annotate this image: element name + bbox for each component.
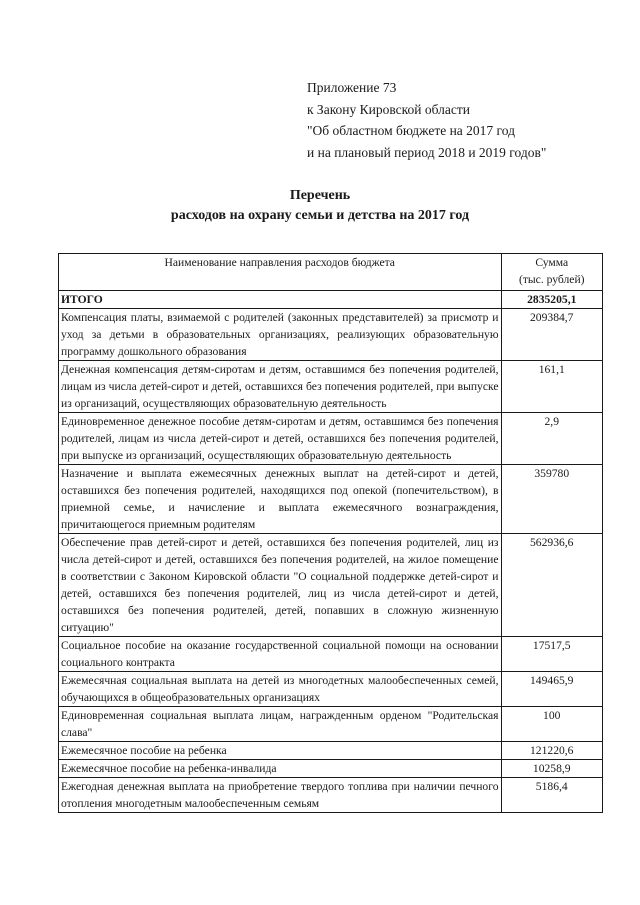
expense-sum: 5186,4 xyxy=(501,778,603,813)
table-row xyxy=(59,707,603,742)
expense-name: Назначение и выплата ежемесячных денежных выплат на детей-сирот и детей, оставшихся без попечения родителей, находящихся под опекой (попечительством), в приемной семье, и начисление и выплата ежемесячного вознаграждения, причитающегося приемным родителям xyxy=(59,465,502,534)
expense-sum: 161,1 xyxy=(501,361,603,413)
table-row xyxy=(59,760,603,778)
expenses-table xyxy=(58,253,603,813)
table-row xyxy=(59,534,603,637)
expense-name: Ежемесячное пособие на ребенка xyxy=(59,742,502,760)
annex-law-title-cont: и на плановый период 2018 и 2019 годов" xyxy=(307,144,547,160)
expense-sum: 359780 xyxy=(501,465,603,534)
table-row xyxy=(59,637,603,672)
annex-block xyxy=(307,77,546,163)
header-name-cell: Наименование направления расходов бюджета xyxy=(59,254,502,291)
document-title: Перечень xyxy=(289,188,351,203)
header-sum-cell xyxy=(501,254,603,291)
expense-name: Единовременное денежное пособие детям-сиротам и детям, оставшимся без попечения родителей, лицам из числа детей-сирот и детей, оставшихся без попечения родителей, при выпуске из организаций, осуществляющих образовательную деятельность xyxy=(59,413,502,465)
document-subtitle: расходов на охрану семьи и детства на 2017 год xyxy=(170,208,470,223)
table-row xyxy=(59,778,603,813)
expense-name: Ежемесячная социальная выплата на детей из многодетных малообеспеченных семей, обучающихся в общеобразовательных организациях xyxy=(59,672,502,707)
expense-name: Социальное пособие на оказание государственной социальной помощи на основании социального контракта xyxy=(59,637,502,672)
annex-number: Приложение 73 xyxy=(307,80,397,95)
table-row xyxy=(59,742,603,760)
table-row xyxy=(59,672,603,707)
expense-sum: 2,9 xyxy=(501,413,603,465)
total-label: ИТОГО xyxy=(59,291,502,309)
expense-sum: 17517,5 xyxy=(501,637,603,672)
table-row xyxy=(59,413,603,465)
header-sum-unit: (тыс. рублей) xyxy=(518,273,585,286)
expense-name: Обеспечение прав детей-сирот и детей, оставшихся без попечения родителей, лиц из числа детей-сирот и детей, оставшихся без попечения родителей, на жилое помещение в соответствии с Законом Кировской области "О социальной поддержке детей-сирот и детей, оставшихся без попечения родителей, лиц из числа детей-сирот и детей, оставшихся без попечения родителей, детей, попавших в сложную жизненную ситуацию" xyxy=(59,534,502,637)
expense-name: Денежная компенсация детям-сиротам и детям, оставшимся без попечения родителей, лицам из числа детей-сирот и детей, оставшихся без попечения родителей, при выпуске из организаций, осуществляющих образовательную деятельность xyxy=(59,361,502,413)
table-row xyxy=(59,465,603,534)
expense-name: Компенсация платы, взимаемой с родителей (законных представителей) за присмотр и уход за детьми в образовательных организациях, реализующих образовательную программу дошкольного образования xyxy=(59,309,502,361)
expense-sum: 100 xyxy=(501,707,603,742)
annex-law-title: "Об областном бюджете на 2017 год xyxy=(307,123,515,138)
expense-sum: 562936,6 xyxy=(501,534,603,637)
header-sum-label: Сумма xyxy=(535,256,569,269)
expense-sum: 121220,6 xyxy=(501,742,603,760)
expense-sum: 209384,7 xyxy=(501,309,603,361)
expense-name: Единовременная социальная выплата лицам, награжденным орденом "Родительская слава" xyxy=(59,707,502,742)
expense-name: Ежемесячное пособие на ребенка-инвалида xyxy=(59,760,502,778)
total-value: 2835205,1 xyxy=(501,291,603,309)
expense-sum: 10258,9 xyxy=(501,760,603,778)
annex-law-reference: к Закону Кировской области xyxy=(307,101,471,117)
table-header-row xyxy=(59,254,603,291)
expense-name: Ежегодная денежная выплата на приобретение твердого топлива при наличии печного отопления многодетным малообеспеченным семьям xyxy=(59,778,502,813)
total-row xyxy=(59,291,603,309)
table-row xyxy=(59,361,603,413)
expense-sum: 149465,9 xyxy=(501,672,603,707)
table-row xyxy=(59,309,603,361)
